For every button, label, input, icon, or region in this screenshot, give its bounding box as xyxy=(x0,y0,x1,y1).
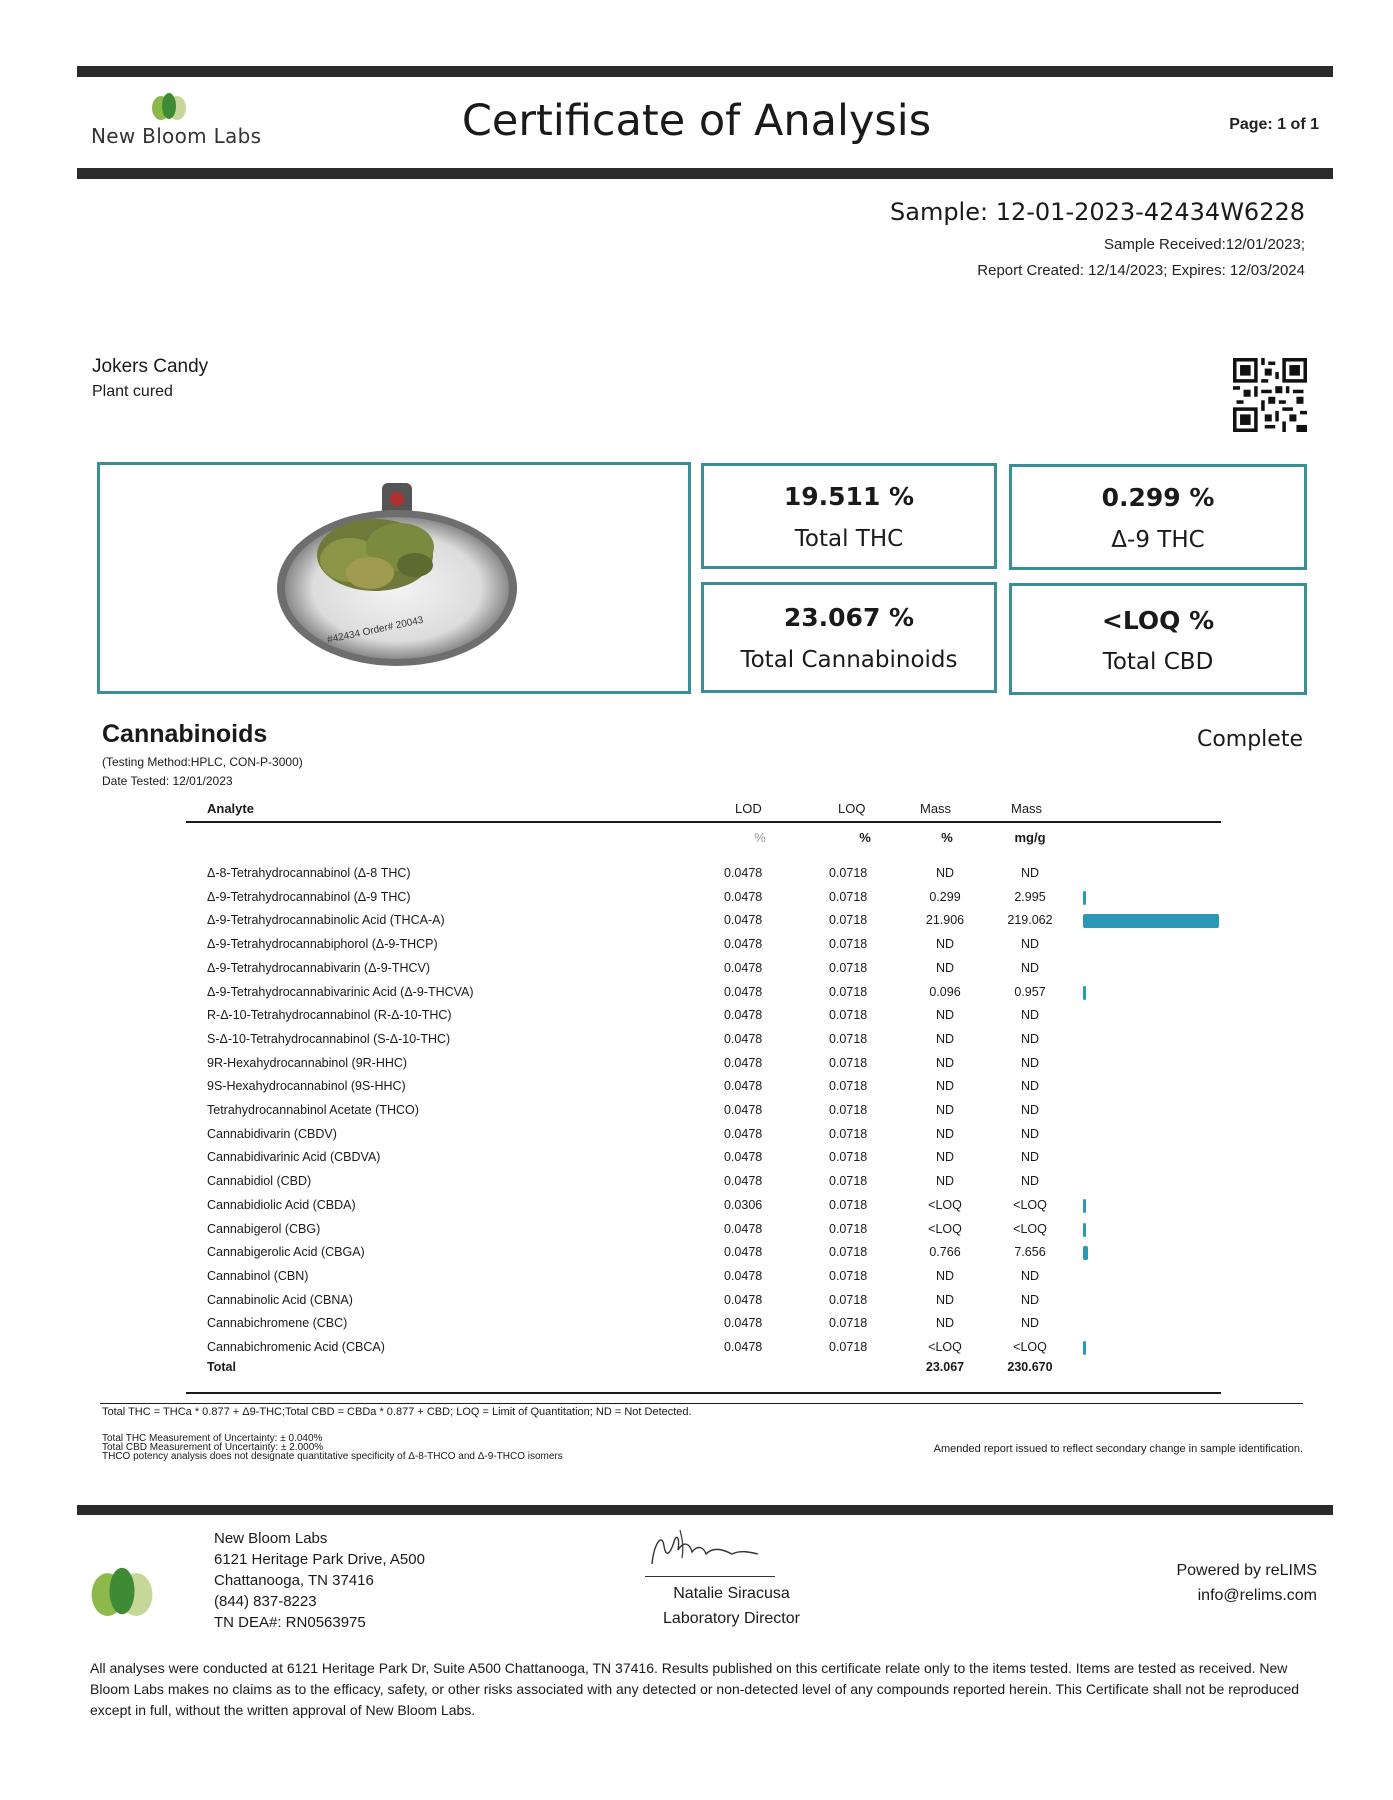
section-title: Cannabinoids xyxy=(102,720,268,748)
loq-cell: 0.0718 xyxy=(829,889,868,904)
qr-code-icon xyxy=(1233,358,1307,432)
analyte-cell: Δ-8-Tetrahydrocannabinol (Δ-8 THC) xyxy=(207,866,411,880)
total-cbd-box xyxy=(1009,583,1307,695)
table-bottom-rule xyxy=(186,1392,1221,1394)
analyte-cell: Δ-9-Tetrahydrocannabivarin (Δ-9-THCV) xyxy=(207,960,431,975)
sample-id: Sample: 12-01-2023-42434W6228 xyxy=(890,198,1305,226)
loq-cell: 0.0718 xyxy=(829,1150,868,1165)
director-signature xyxy=(640,1524,780,1574)
footer-city: Chattanooga, TN 37416 xyxy=(214,1572,374,1589)
formula-note: Total THC = THCa * 0.877 + Δ9-THC;Total CBD = CBDa * 0.877 + CBD; LOQ = Limit of Quantitation; ND = Not Detected. xyxy=(102,1406,692,1418)
analyte-cell: 9R-Hexahydrocannabinol (9R-HHC) xyxy=(207,1055,408,1070)
col-mass-mg: Mass xyxy=(1011,801,1043,816)
loq-cell: 0.0718 xyxy=(829,1126,868,1141)
cbd-uncertainty: Total CBD Measurement of Uncertainty: ± 2.000% xyxy=(102,1442,324,1453)
d9-thc-label: Δ-9 THC xyxy=(1111,527,1205,553)
analyte-cell: Cannabidiol (CBD) xyxy=(207,1174,312,1189)
lod-cell: 0.0478 xyxy=(724,1055,763,1070)
total-cannabinoids-box xyxy=(701,582,997,693)
lod-cell: 0.0478 xyxy=(724,1292,763,1307)
table-row xyxy=(0,1312,1393,1336)
lod-cell: 0.0478 xyxy=(724,1008,763,1023)
mass-mg-cell: ND xyxy=(1020,1174,1040,1189)
mass-pct-cell: <LOQ xyxy=(928,1221,962,1236)
loq-cell: 0.0718 xyxy=(829,984,868,999)
analyte-cell: Tetrahydrocannabinol Acetate (THCO) xyxy=(207,1103,419,1117)
total-mass-mg: 230.670 xyxy=(1007,1359,1053,1374)
total-mass-pct: 23.067 xyxy=(925,1359,965,1374)
loq-cell: 0.0718 xyxy=(829,937,868,952)
mass-mg-cell: 219.062 xyxy=(1007,913,1053,928)
mass-mg-cell: ND xyxy=(1020,1150,1040,1165)
mass-mg-cell: ND xyxy=(1020,937,1040,952)
mass-mg-cell: ND xyxy=(1020,1079,1040,1094)
mass-mg-cell: ND xyxy=(1020,1126,1040,1141)
analyte-cell: Cannabidiolic Acid (CBDA) xyxy=(207,1197,356,1212)
mass-pct-cell: ND xyxy=(935,1268,955,1283)
analyte-cell: Cannabinol (CBN) xyxy=(207,1268,309,1283)
footer-top-bar xyxy=(77,1505,1333,1515)
mass-mg-cell: ND xyxy=(1020,1268,1040,1283)
mass-mg-cell: ND xyxy=(1020,960,1040,975)
analyte-cell: Δ-9-Tetrahydrocannabinolic Acid (THCA-A) xyxy=(207,913,445,928)
total-cbd-value: <LOQ % xyxy=(1101,606,1215,635)
table-row xyxy=(0,1099,1393,1123)
sample-photo xyxy=(100,465,688,691)
d9-thc-value: 0.299 % xyxy=(1101,483,1215,512)
mass-pct-cell: ND xyxy=(935,1316,955,1331)
director-name: Natalie Siracusa xyxy=(673,1585,790,1602)
page-number: Page: 1 of 1 xyxy=(1229,116,1319,133)
lod-cell: 0.0478 xyxy=(724,866,763,880)
footer-street: 6121 Heritage Park Drive, A500 xyxy=(214,1551,425,1568)
mass-mg-cell: <LOQ xyxy=(1013,1340,1047,1354)
header-top-bar xyxy=(77,66,1333,77)
mass-mg-cell: ND xyxy=(1020,1103,1040,1117)
lod-cell: 0.0478 xyxy=(724,1268,763,1283)
table-row xyxy=(0,1241,1393,1265)
table-row xyxy=(0,1170,1393,1194)
lod-cell: 0.0306 xyxy=(724,1197,763,1212)
table-row xyxy=(0,933,1393,957)
table-row xyxy=(0,1289,1393,1313)
total-thc-value: 19.511 % xyxy=(783,482,915,511)
analyte-cell: Cannabidivarinic Acid (CBDVA) xyxy=(207,1150,381,1165)
table-row xyxy=(0,1146,1393,1170)
lod-cell: 0.0478 xyxy=(724,913,763,928)
col-lod: LOD xyxy=(735,801,762,816)
loq-cell: 0.0718 xyxy=(829,1103,868,1117)
table-row xyxy=(0,1194,1393,1218)
lab-logo-text: New Bloom Labs xyxy=(91,124,262,148)
analyte-cell: Cannabichromene (CBC) xyxy=(207,1316,348,1331)
table-header-rule xyxy=(186,821,1221,823)
table-row xyxy=(0,1265,1393,1289)
mass-mg-cell: 2.995 xyxy=(1014,889,1046,904)
mass-bar xyxy=(1083,891,1086,905)
header-bottom-bar xyxy=(77,168,1333,179)
mass-pct-cell: 0.096 xyxy=(929,984,961,999)
mass-bar xyxy=(1083,1246,1088,1260)
unit-mass-mg: mg/g xyxy=(1014,830,1046,845)
mass-pct-cell: ND xyxy=(935,1174,955,1189)
signature-rule xyxy=(645,1576,775,1577)
total-cannabinoids-value: 23.067 % xyxy=(783,603,915,632)
mass-mg-cell: 7.656 xyxy=(1014,1245,1046,1260)
lod-cell: 0.0478 xyxy=(724,984,763,999)
mass-pct-cell: <LOQ xyxy=(928,1340,962,1354)
lod-cell: 0.0478 xyxy=(724,1103,763,1117)
mass-pct-cell: ND xyxy=(935,1126,955,1141)
total-cannabinoids-label: Total Cannabinoids xyxy=(740,647,958,673)
lod-cell: 0.0478 xyxy=(724,1221,763,1236)
loq-cell: 0.0718 xyxy=(829,1197,868,1212)
col-loq: LOQ xyxy=(838,801,866,816)
lod-cell: 0.0478 xyxy=(724,1126,763,1141)
page-title: Certificate of Analysis xyxy=(461,96,932,146)
table-row xyxy=(0,1052,1393,1076)
table-row xyxy=(0,886,1393,910)
disclaimer-text: All analyses were conducted at 6121 Heritage Park Dr, Suite A500 Chattanooga, TN 37416. Results published on this certificate relate only to the items tested. Items are tested as received. New Bloom Labs makes no claims as to the efficacy, safety, or other risks associated with any detected or non-detected level of any compounds reported herein. This Certificate shall not be reproduced except in full, without the written approval of New Bloom Labs. xyxy=(90,1660,1300,1718)
analyte-cell: Cannabichromenic Acid (CBCA) xyxy=(207,1340,385,1354)
unit-mass-pct: % xyxy=(941,830,953,845)
mass-pct-cell: ND xyxy=(935,937,955,952)
mass-pct-cell: ND xyxy=(935,1150,955,1165)
analyte-cell: Δ-9-Tetrahydrocannabivarinic Acid (Δ-9-THCVA) xyxy=(207,984,474,999)
loq-cell: 0.0718 xyxy=(829,1174,868,1189)
thc-uncertainty: Total THC Measurement of Uncertainty: ± 0.040% xyxy=(102,1433,323,1444)
total-thc-label: Total THC xyxy=(794,526,904,552)
d9-thc-box xyxy=(1009,464,1307,570)
mass-bar xyxy=(1083,1223,1086,1237)
table-row xyxy=(0,1075,1393,1099)
mass-pct-cell: <LOQ xyxy=(928,1197,962,1212)
analyte-cell: Cannabidivarin (CBDV) xyxy=(207,1126,337,1141)
thco-note: THCO potency analysis does not designate quantitative specificity of Δ-8-THCO and Δ-9-THCO isomers xyxy=(102,1451,563,1462)
analyte-cell: Δ-9-Tetrahydrocannabiphorol (Δ-9-THCP) xyxy=(207,937,438,952)
loq-cell: 0.0718 xyxy=(829,1221,868,1236)
mass-mg-cell: ND xyxy=(1020,1055,1040,1070)
amended-note: Amended report issued to reflect secondary change in sample identification. xyxy=(933,1443,1303,1455)
lod-cell: 0.0478 xyxy=(724,1079,763,1094)
loq-cell: 0.0718 xyxy=(829,1055,868,1070)
mass-pct-cell: ND xyxy=(935,1055,955,1070)
table-row xyxy=(0,1028,1393,1052)
analyte-cell: Cannabinolic Acid (CBNA) xyxy=(207,1292,353,1307)
analyte-cell: 9S-Hexahydrocannabinol (9S-HHC) xyxy=(207,1079,406,1094)
section-status: Complete xyxy=(1196,727,1303,752)
mass-pct-cell: ND xyxy=(935,1031,955,1046)
lod-cell: 0.0478 xyxy=(724,1245,763,1260)
mass-bar xyxy=(1083,986,1086,1000)
table-row xyxy=(0,957,1393,981)
sample-received: Sample Received:12/01/2023; xyxy=(1104,236,1305,253)
mass-mg-cell: <LOQ xyxy=(1013,1221,1047,1236)
mass-mg-cell: ND xyxy=(1020,1031,1040,1046)
table-row xyxy=(0,1218,1393,1242)
date-tested: Date Tested: 12/01/2023 xyxy=(102,774,233,788)
mass-pct-cell: ND xyxy=(935,1008,955,1023)
loq-cell: 0.0718 xyxy=(829,1008,868,1023)
mass-bar xyxy=(1083,914,1219,928)
mass-pct-cell: ND xyxy=(935,1103,955,1117)
mass-mg-cell: ND xyxy=(1020,1292,1040,1307)
mass-pct-cell: ND xyxy=(935,866,955,880)
table-row xyxy=(0,862,1393,886)
lod-cell: 0.0478 xyxy=(724,937,763,952)
footer-phone: (844) 837-8223 xyxy=(214,1593,317,1610)
mass-mg-cell: 0.957 xyxy=(1014,984,1046,999)
director-title: Laboratory Director xyxy=(663,1610,800,1627)
mass-bar xyxy=(1083,1199,1086,1213)
col-analyte: Analyte xyxy=(207,801,254,816)
loq-cell: 0.0718 xyxy=(829,1245,868,1260)
analyte-cell: S-Δ-10-Tetrahydrocannabinol (S-Δ-10-THC) xyxy=(207,1031,451,1046)
loq-cell: 0.0718 xyxy=(829,1340,868,1354)
unit-loq: % xyxy=(859,830,871,845)
analyte-cell: Cannabigerol (CBG) xyxy=(207,1221,321,1236)
table-row xyxy=(0,1004,1393,1028)
loq-cell: 0.0718 xyxy=(829,913,868,928)
product-name: Jokers Candy xyxy=(92,356,209,377)
mass-pct-cell: ND xyxy=(935,1292,955,1307)
footer-lab-name: New Bloom Labs xyxy=(214,1530,328,1547)
mass-pct-cell: 0.299 xyxy=(929,889,961,904)
mass-pct-cell: ND xyxy=(935,1079,955,1094)
sample-photo-label: #42434 Order# 20043 xyxy=(326,614,425,646)
mass-pct-cell: ND xyxy=(935,960,955,975)
loq-cell: 0.0718 xyxy=(829,1079,868,1094)
total-label: Total xyxy=(207,1359,236,1374)
col-mass-pct: Mass xyxy=(920,801,952,816)
mass-mg-cell: ND xyxy=(1020,866,1040,880)
mass-bar xyxy=(1083,1341,1086,1355)
loq-cell: 0.0718 xyxy=(829,1316,868,1331)
powered-email: info@relims.com xyxy=(1197,1587,1317,1604)
powered-by: Powered by reLIMS xyxy=(1176,1562,1317,1579)
table-row xyxy=(0,981,1393,1005)
testing-method: (Testing Method:HPLC, CON-P-3000) xyxy=(102,755,303,769)
mass-pct-cell: 0.766 xyxy=(929,1245,961,1260)
footer-dea: TN DEA#: RN0563975 xyxy=(214,1614,366,1631)
unit-lod: % xyxy=(754,830,766,845)
loq-cell: 0.0718 xyxy=(829,866,868,880)
table-total-row xyxy=(0,1356,1393,1380)
mass-pct-cell: 21.906 xyxy=(925,913,965,928)
loq-cell: 0.0718 xyxy=(829,1268,868,1283)
notes-rule xyxy=(100,1403,1303,1404)
sample-photo-box xyxy=(97,462,691,694)
lod-cell: 0.0478 xyxy=(724,1150,763,1165)
product-type: Plant cured xyxy=(92,383,173,400)
mass-mg-cell: ND xyxy=(1020,1008,1040,1023)
analyte-cell: R-Δ-10-Tetrahydrocannabinol (R-Δ-10-THC) xyxy=(207,1008,452,1023)
mass-mg-cell: <LOQ xyxy=(1013,1197,1047,1212)
lod-cell: 0.0478 xyxy=(724,960,763,975)
lod-cell: 0.0478 xyxy=(724,1340,763,1354)
mass-mg-cell: ND xyxy=(1020,1316,1040,1331)
lod-cell: 0.0478 xyxy=(724,1316,763,1331)
lod-cell: 0.0478 xyxy=(724,1174,763,1189)
total-cbd-label: Total CBD xyxy=(1102,649,1214,675)
lod-cell: 0.0478 xyxy=(724,889,763,904)
analyte-cell: Δ-9-Tetrahydrocannabinol (Δ-9 THC) xyxy=(207,889,411,904)
loq-cell: 0.0718 xyxy=(829,1292,868,1307)
table-row xyxy=(0,1123,1393,1147)
total-thc-box xyxy=(701,463,997,569)
table-row xyxy=(0,909,1393,933)
lod-cell: 0.0478 xyxy=(724,1031,763,1046)
loq-cell: 0.0718 xyxy=(829,960,868,975)
report-dates: Report Created: 12/14/2023; Expires: 12/03/2024 xyxy=(977,262,1305,279)
analyte-cell: Cannabigerolic Acid (CBGA) xyxy=(207,1245,365,1260)
loq-cell: 0.0718 xyxy=(829,1031,868,1046)
